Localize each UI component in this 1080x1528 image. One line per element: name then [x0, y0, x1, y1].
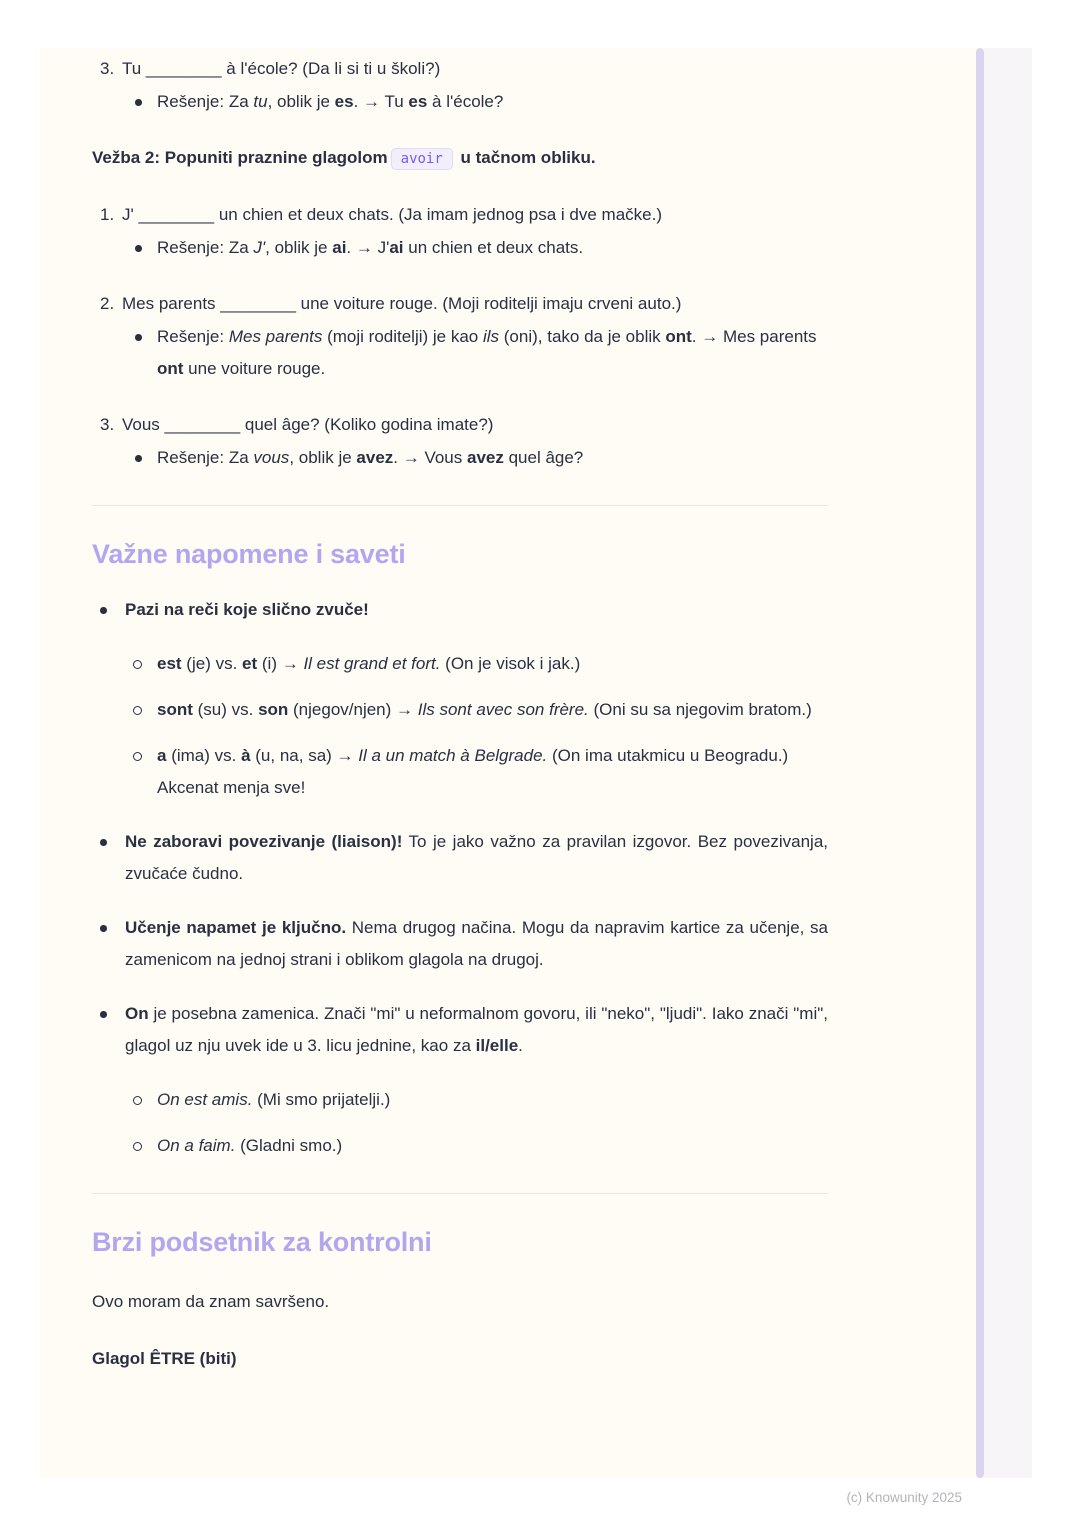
bullet-icon [100, 925, 107, 932]
exercise2-item-1-solution [135, 232, 828, 264]
note-sub-text: est (je) vs. et (i) → Il est grand et fort. (On je visok i jak.) [157, 654, 581, 673]
exercise2-item-2-text: Mes parents ________ une voiture rouge. (Moji roditelji imaju crveni auto.) [122, 294, 682, 313]
solution-text: Rešenje: Mes parents (moji roditelji) je kao ils (oni), tako da je oblik ont. → Mes parents ont une voiture rouge. [157, 327, 817, 378]
bullet-icon [100, 1011, 107, 1018]
note-text: Učenje napamet je ključno. Nema drugog načina. Mogu da napravim kartice za učenje, sa zamenicom na jednoj strani i oblikom glagola na drugoj. [125, 918, 828, 969]
note-sub-on-est-amis [133, 1084, 828, 1116]
circle-bullet-icon [133, 752, 142, 761]
exercise2-item-3-solution [135, 442, 828, 474]
note-similar-words [100, 594, 828, 626]
note-sub-text: a (ima) vs. à (u, na, sa) → Il a un match à Belgrade. (On ima utakmicu u Beogradu.) Akcenat menja sve! [157, 746, 789, 797]
note-liaison [100, 826, 828, 890]
item-number: 3. [100, 59, 115, 78]
document-content [92, 48, 828, 1375]
note-text: On je posebna zamenica. Znači "mi" u neformalnom govoru, ili "neko", "ljudi". Iako znači "mi", glagol uz nju uvek ide u 3. licu jednine, kao za il/elle. [125, 1004, 828, 1055]
reminder-intro: Ovo moram da znam savršeno. [92, 1292, 330, 1311]
note-memorizing [100, 912, 828, 976]
solution-text: Rešenje: Za tu, oblik je es. → Tu es à l'école? [157, 92, 504, 111]
solution-text: Rešenje: Za J', oblik je ai. → J'ai un chien et deux chats. [157, 238, 584, 257]
exercise2-item-2-solution [135, 321, 828, 385]
exercise2-item-1-text: J' ________ un chien et deux chats. (Ja imam jednog psa i dve mačke.) [122, 205, 662, 224]
exercise2-item-2 [100, 288, 828, 320]
exercise2-item-1 [100, 199, 828, 231]
note-sub-text: On a faim. (Gladni smo.) [157, 1136, 343, 1155]
note-sub-sont-son [133, 694, 828, 726]
copyright-footer: (c) Knowunity 2025 [846, 1490, 962, 1505]
exercise1-item-3-text: Tu ________ à l'école? (Da li si ti u školi?) [122, 59, 441, 78]
note-text: Ne zaboravi povezivanje (liaison)! To je jako važno za pravilan izgovor. Bez povezivanja, zvučaće čudno. [125, 832, 829, 883]
section-heading-notes: Važne napomene i saveti [92, 539, 406, 569]
note-sub-on-a-faim [133, 1130, 828, 1162]
solution-text: Rešenje: Za vous, oblik je avez. → Vous avez quel âge? [157, 448, 584, 467]
note-sub-a-accent [133, 740, 828, 804]
circle-bullet-icon [133, 1142, 142, 1151]
right-margin-rail [984, 48, 1032, 1478]
bullet-icon [135, 245, 142, 252]
reminder-etre-heading: Glagol ÊTRE (biti) [92, 1349, 237, 1368]
item-number: 3. [100, 415, 115, 434]
note-sub-text: On est amis. (Mi smo prijatelji.) [157, 1090, 391, 1109]
circle-bullet-icon [133, 706, 142, 715]
item-number: 1. [100, 205, 115, 224]
circle-bullet-icon [133, 1096, 142, 1105]
exercise2-title: Vežba 2: Popuniti praznine glagolom avoir u tačnom obliku. [92, 142, 828, 175]
document-page [40, 48, 1032, 1505]
note-on-pronoun [100, 998, 828, 1062]
section-divider [92, 505, 828, 506]
exercise2-item-3-text: Vous ________ quel âge? (Koliko godina imate?) [122, 415, 494, 434]
section-heading-reminder: Brzi podsetnik za kontrolni [92, 1227, 432, 1257]
page-edge-stripe [976, 48, 984, 1478]
item-number: 2. [100, 294, 115, 313]
bullet-icon [100, 839, 107, 846]
bullet-icon [135, 99, 142, 106]
exercise1-item-3-solution [135, 86, 828, 118]
note-text: Pazi na reči koje slično zvuče! [125, 600, 369, 619]
exercise2-item-3 [100, 409, 828, 441]
note-sub-text: sont (su) vs. son (njegov/njen) → Ils sont avec son frère. (Oni su sa njegovim bratom.) [157, 700, 812, 719]
note-sub-est-et [133, 648, 828, 680]
section-divider [92, 1193, 828, 1194]
exercise1-item-3 [100, 53, 828, 85]
bullet-icon [135, 334, 142, 341]
bullet-icon [135, 455, 142, 462]
bullet-icon [100, 607, 107, 614]
circle-bullet-icon [133, 660, 142, 669]
